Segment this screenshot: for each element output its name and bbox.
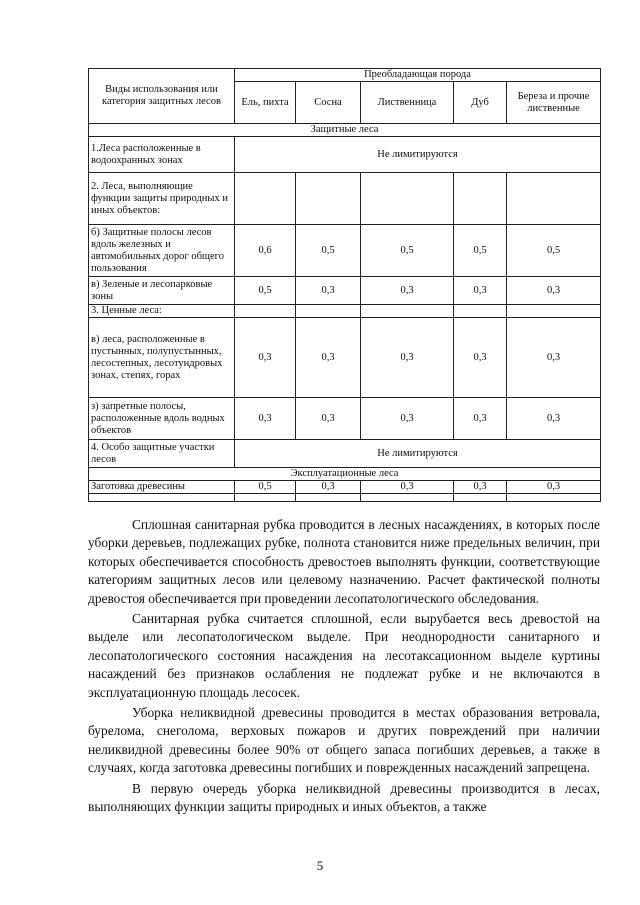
- value-cell: 0,5: [296, 225, 361, 277]
- value-cell: 0,3: [296, 277, 361, 305]
- species-header: Дуб: [454, 82, 507, 124]
- empty-cell: [296, 494, 361, 502]
- empty-cell: [507, 494, 601, 502]
- value-cell: 0,5: [507, 225, 601, 277]
- value-cell: 0,3: [235, 398, 296, 440]
- value-cell: 0,3: [507, 398, 601, 440]
- value-cell: 0,5: [235, 277, 296, 305]
- value-cell: 0,3: [454, 398, 507, 440]
- species-header: Сосна: [296, 82, 361, 124]
- empty-cell: [507, 173, 601, 225]
- value-cell: 0,5: [454, 225, 507, 277]
- value-cell: 0,3: [361, 277, 454, 305]
- row-value: Не лимитируются: [235, 137, 601, 173]
- empty-cell: [454, 494, 507, 502]
- row-label: в) леса, расположенные в пустынных, полупустынных, лесостепных, лесотундровых зонах, степях, горах: [89, 318, 235, 398]
- empty-cell: [454, 305, 507, 318]
- row-label: 1.Леса расположенные в водоохранных зонах: [89, 137, 235, 173]
- page-number: 5: [316, 858, 324, 873]
- value-cell: 0,3: [296, 481, 361, 494]
- empty-cell: [361, 494, 454, 502]
- species-header: Ель, пихта: [235, 82, 296, 124]
- value-cell: 0,3: [235, 318, 296, 398]
- empty-cell: [507, 305, 601, 318]
- table-col-header: Виды использования или категория защитных лесов: [89, 69, 235, 124]
- row-label: 2. Леса, выполняющие функции защиты природных и иных объектов:: [89, 173, 235, 225]
- row-value: Не лимитируются: [235, 440, 601, 468]
- row-label: 4. Особо защитные участки лесов: [89, 440, 235, 468]
- value-cell: 0,3: [296, 398, 361, 440]
- value-cell: 0,5: [361, 225, 454, 277]
- paragraph: Санитарная рубка считается сплошной, если вырубается весь древостой на выделе или лесопатологическом выделе. При неоднородности санитарного и лесопатологического состояния насаждения на лесотаксационном выделе куртины насаждений без признаков ослабления не подлежат рубке и не включаются в эксплуатационную площадь лесосек.: [88, 611, 600, 700]
- empty-cell: [296, 305, 361, 318]
- section-header: Защитные леса: [89, 124, 601, 137]
- empty-cell: [235, 173, 296, 225]
- empty-cell: [454, 173, 507, 225]
- value-cell: 0,3: [361, 481, 454, 494]
- value-cell: 0,3: [454, 318, 507, 398]
- empty-cell: [235, 494, 296, 502]
- row-label: з) запретные полосы, расположенные вдоль водных объектов: [89, 398, 235, 440]
- value-cell: 0,3: [507, 277, 601, 305]
- value-cell: 0,3: [507, 318, 601, 398]
- body-text: [88, 516, 600, 817]
- empty-cell: [296, 173, 361, 225]
- paragraph: Уборка неликвидной древесины проводится в местах образования ветровала, бурелома, снеголома, верховых пожаров и других повреждений при наличии неликвидной древесины более 90% от общего запаса погибших деревьев, а также в случаях, когда заготовка древесины погибших и поврежденных насаждений запрещена.: [88, 705, 600, 776]
- empty-cell: [89, 494, 235, 502]
- empty-cell: [235, 305, 296, 318]
- row-label: 3. Ценные леса:: [89, 305, 235, 318]
- felling-density-table: [88, 68, 601, 502]
- value-cell: 0,3: [296, 318, 361, 398]
- species-group-header: Преобладающая порода: [235, 69, 601, 82]
- species-header: Лиственница: [361, 82, 454, 124]
- value-cell: 0,6: [235, 225, 296, 277]
- empty-cell: [361, 305, 454, 318]
- value-cell: 0,3: [454, 277, 507, 305]
- value-cell: 0,3: [454, 481, 507, 494]
- row-label: б) Защитные полосы лесов вдоль железных и автомобильных дорог общего пользования: [89, 225, 235, 277]
- value-cell: 0,3: [361, 318, 454, 398]
- row-label: Заготовка древесины: [89, 481, 235, 494]
- paragraph: Сплошная санитарная рубка проводится в лесных насаждениях, в которых после уборки деревьев, подлежащих рубке, полнота становится ниже предельных величин, при которых обеспечивается способность древостоев выполнять функции, соответствующие категориям защитных лесов или целевому назначению. Расчет фактической полноты древостоя обеспечивается при проведении лесопатологического обследования.: [88, 517, 600, 606]
- empty-cell: [361, 173, 454, 225]
- value-cell: 0,3: [507, 481, 601, 494]
- paragraph: В первую очередь уборка неликвидной древесины производится в лесах, выполняющих функции защиты природных и иных объектов, а также: [88, 780, 600, 815]
- value-cell: 0,5: [235, 481, 296, 494]
- species-header: Береза и прочие лиственные: [507, 82, 601, 124]
- section-header: Эксплуатационные леса: [89, 468, 601, 481]
- row-label: в) Зеленые и лесопарковые зоны: [89, 277, 235, 305]
- value-cell: 0,3: [361, 398, 454, 440]
